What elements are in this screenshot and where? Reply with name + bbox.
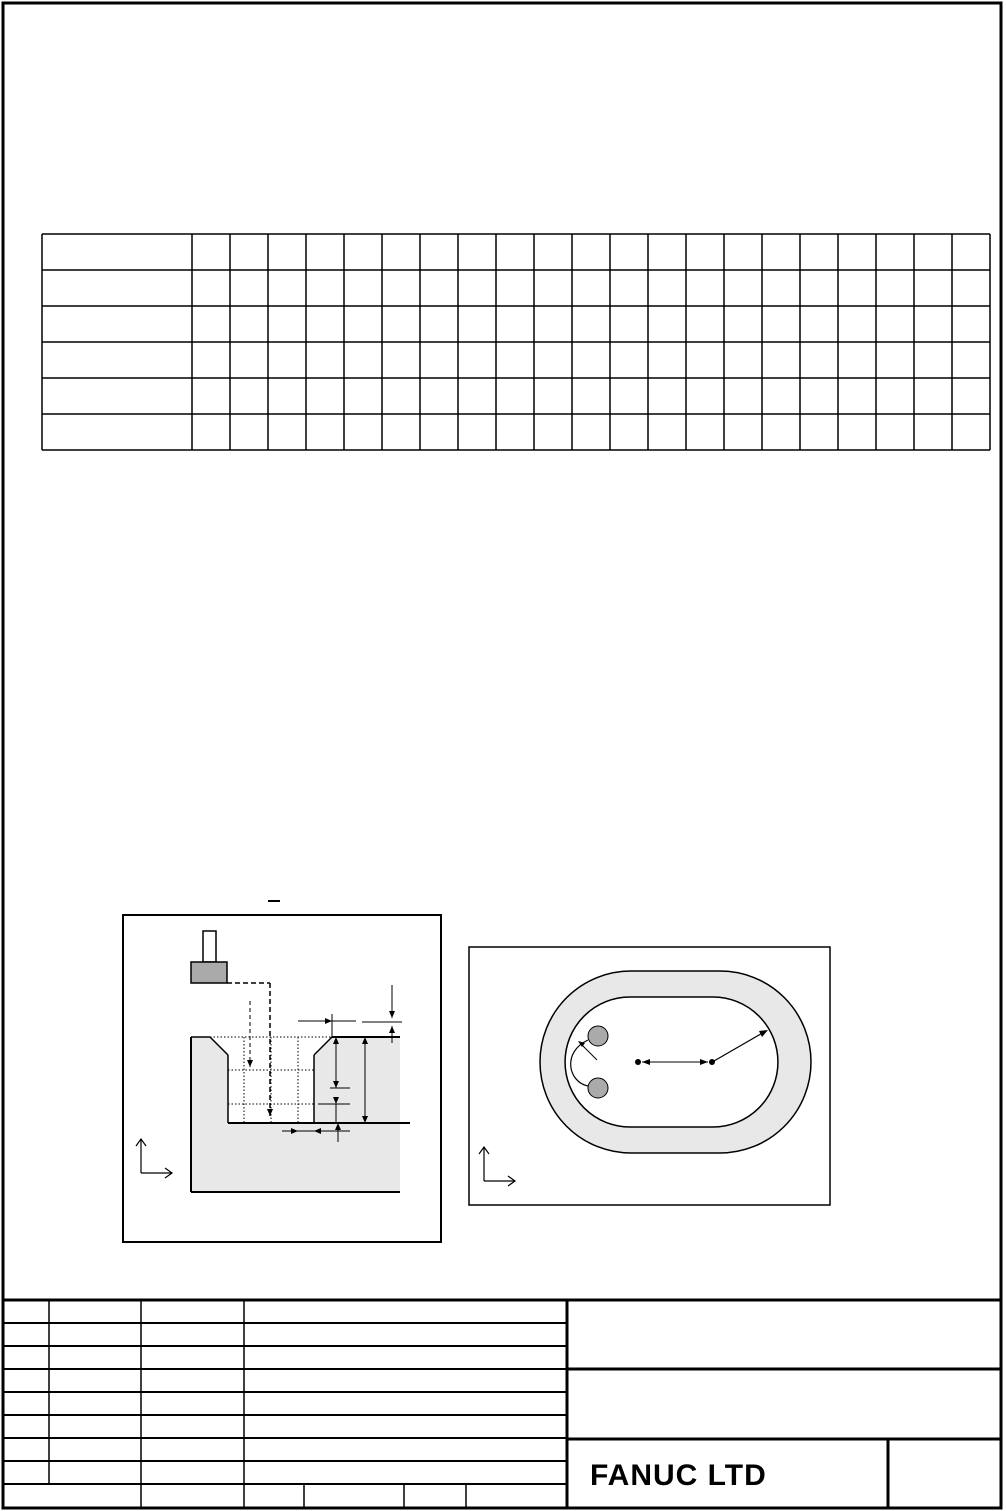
revision-table [3,1300,567,1508]
center-point-left [635,1059,641,1065]
axis-xz-icon [136,1139,172,1178]
title-block [3,1300,1001,1508]
tool-holder [191,962,227,983]
figure-plan-view [469,947,830,1205]
tool-path [227,983,270,1116]
spec-table [42,234,990,450]
company-logo: FANUC LTD [590,1459,767,1492]
center-point-right [709,1059,715,1065]
tool-shank [203,931,216,962]
tool-position-start [588,1026,608,1046]
axis-xy-icon [479,1147,515,1186]
tool-position-end [588,1078,608,1098]
workpiece [191,1037,400,1192]
sheet-border [3,3,1001,1508]
figure-cross-section [123,901,441,1242]
